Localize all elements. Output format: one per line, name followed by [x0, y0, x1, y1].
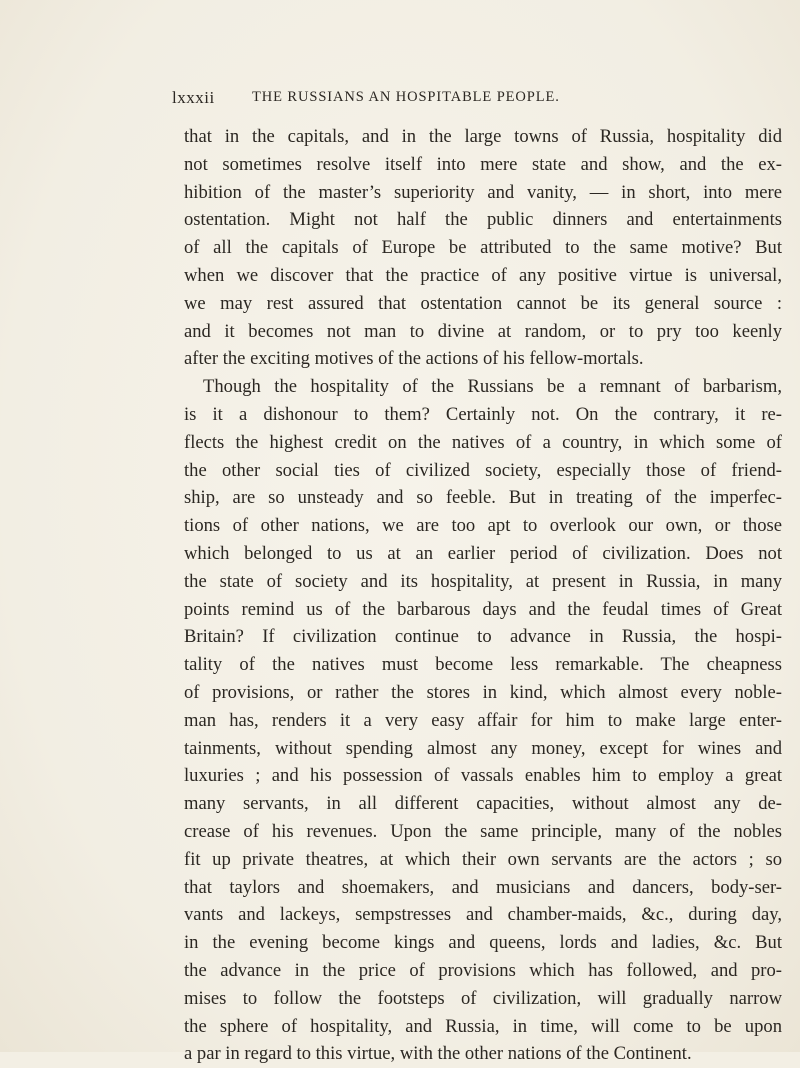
paragraph-start-line: Though the hospitality of the Russians be a remnant of barbarism, — [203, 376, 782, 398]
text-line: crease of his revenues. Upon the same principle, many of the nobles — [184, 820, 782, 842]
text-line: hibition of the master’s superiority and vanity, — in short, into mere — [184, 181, 782, 203]
text-line: not sometimes resolve itself into mere state and show, and the ex- — [184, 153, 782, 175]
text-line: tality of the natives must become less remarkable. The cheapness — [184, 654, 782, 676]
text-line: Britain? If civilization continue to advance in Russia, the hospi- — [184, 626, 782, 648]
text-line: flects the highest credit on the natives of a country, in which some of — [184, 431, 782, 453]
text-line: the advance in the price of provisions which has followed, and pro- — [184, 959, 782, 981]
text-line: and it becomes not man to divine at random, or to pry too keenly — [184, 320, 782, 342]
text-line: that taylors and shoemakers, and musicians and dancers, body-ser- — [184, 876, 782, 898]
page-number: lxxxii — [172, 88, 215, 107]
text-line: of provisions, or rather the stores in kind, which almost every noble- — [184, 681, 782, 703]
text-line: the state of society and its hospitality, at present in Russia, in many — [184, 570, 782, 592]
text-line: we may rest assured that ostentation cannot be its general source : — [184, 292, 782, 314]
text-line: mises to follow the footsteps of civilization, will gradually narrow — [184, 987, 782, 1009]
text-line: when we discover that the practice of any positive virtue is universal, — [184, 264, 782, 286]
text-line: ship, are so unsteady and so feeble. But in treating of the imperfec- — [184, 487, 782, 509]
text-line: that in the capitals, and in the large towns of Russia, hospitality did — [184, 126, 782, 147]
text-line: luxuries ; and his possession of vassals enables him to employ a great — [184, 765, 782, 787]
text-line: ostentation. Might not half the public dinners and entertainments — [184, 209, 782, 231]
text-line: tainments, without spending almost any money, except for wines and — [184, 737, 782, 759]
text-line: many servants, in all different capacities, without almost any de- — [184, 793, 782, 815]
text-line: the sphere of hospitality, and Russia, in time, will come to be upon — [184, 1015, 782, 1037]
text-line: which belonged to us at an earlier period of civilization. Does not — [184, 542, 782, 564]
running-head: THE RUSSIANS AN HOSPITABLE PEOPLE. — [252, 89, 560, 105]
text-line: fit up private theatres, at which their own servants are the actors ; so — [184, 848, 782, 870]
text-line: after the exciting motives of the actions of his fellow-mortals. — [184, 348, 644, 370]
text-line: vants and lackeys, sempstresses and chamber-maids, &c., during day, — [184, 904, 782, 926]
text-line: in the evening become kings and queens, lords and ladies, &c. But — [184, 932, 782, 954]
text-line: a par in regard to this virtue, with the other nations of the Continent. — [184, 1043, 692, 1065]
text-line: is it a dishonour to them? Certainly not. On the contrary, it re- — [184, 403, 782, 425]
text-line: man has, renders it a very easy affair for him to make large enter- — [184, 709, 782, 731]
text-line: points remind us of the barbarous days and the feudal times of Great — [184, 598, 782, 620]
text-line: tions of other nations, we are too apt to overlook our own, or those — [184, 515, 782, 537]
page-header — [172, 88, 642, 112]
body-text — [184, 123, 782, 1068]
text-line: the other social ties of civilized society, especially those of friend- — [184, 459, 782, 481]
text-line: of all the capitals of Europe be attributed to the same motive? But — [184, 237, 782, 259]
